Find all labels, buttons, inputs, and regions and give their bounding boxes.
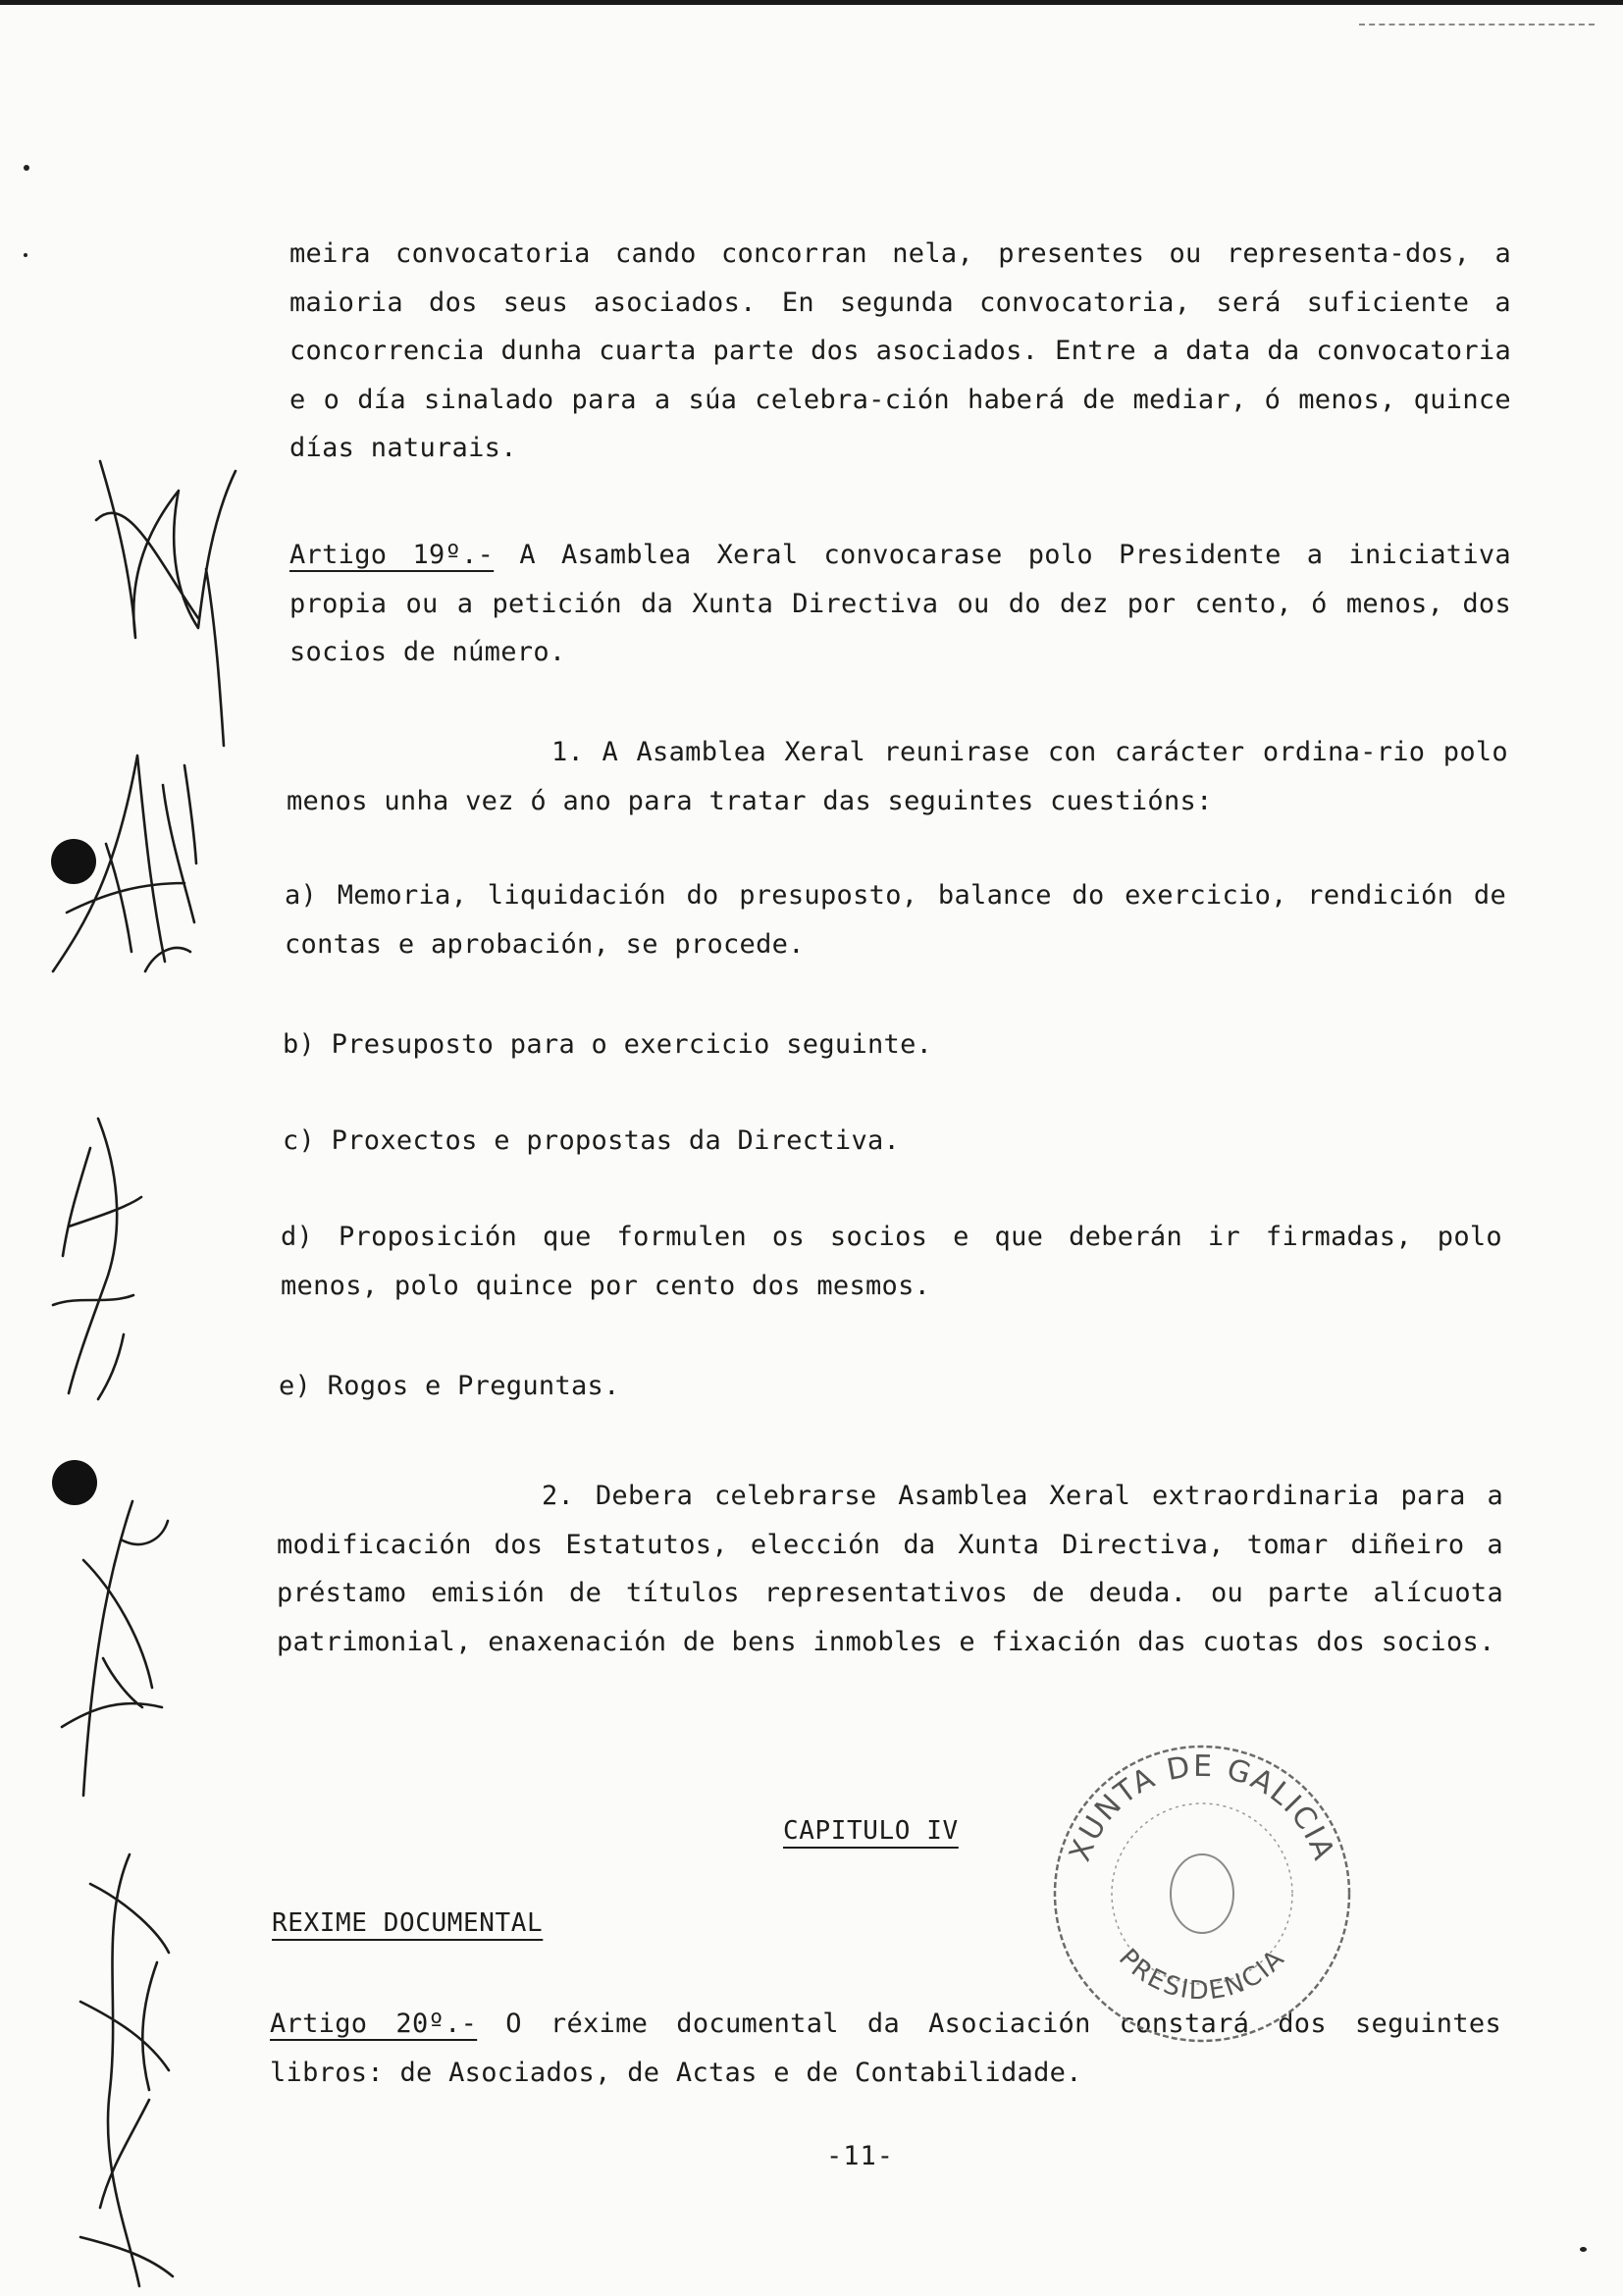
punch-hole	[51, 839, 96, 884]
scan-speck	[1580, 2247, 1587, 2252]
scan-speck	[24, 253, 27, 257]
header-rule	[1359, 24, 1595, 26]
article-20-label: Artigo 20º.-	[270, 2009, 478, 2039]
seal-top-text: XUNTA DE GALICIA	[1063, 1748, 1341, 1866]
signature-4	[54, 1482, 172, 1805]
signature-3	[39, 1109, 147, 1403]
svg-text:XUNTA DE GALICIA	[1063, 1749, 1341, 1866]
article-19-text: A Asamblea Xeral convocarase polo Presidente a iniciativa propia ou a petición da Xunta Directiva ou do dez por cento, ó menos, dos socios de número.	[289, 540, 1511, 667]
section-title: REXIME DOCUMENTAL	[272, 1908, 544, 1938]
clause-1: 1. A Asamblea Xeral reunirase con carácter ordina-rio polo menos unha vez ó ano para tratar das seguintes cuestións:	[287, 737, 1508, 816]
official-seal	[1045, 1737, 1359, 2051]
scan-speck	[24, 165, 29, 171]
list-item-a: a) Memoria, liquidación do presuposto, balance do exercicio, rendición de contas e aprobación, se procede.	[285, 880, 1506, 960]
article-19-label: Artigo 19º.-	[289, 540, 495, 570]
clause-2: 2. Debera celebrarse Asamblea Xeral extraordinaria para a modificación dos Estatutos, elección da Xunta Directiva, tomar diñeiro a préstamo emisión de títulos representativos de deuda. ou parte alícuota patrimonial, enaxenación de bens inmobles e fixación das cuotas dos socios.	[277, 1481, 1503, 1657]
punch-hole	[52, 1460, 97, 1505]
seal-bottom-text: PRESIDENCIA	[1113, 1943, 1291, 2007]
list-item-e: e) Rogos e Preguntas.	[279, 1371, 620, 1401]
list-item-c: c) Proxectos e propostas da Directiva.	[283, 1125, 901, 1156]
chapter-title: CAPITULO IV	[783, 1816, 959, 1846]
list-item-b: b) Presuposto para o exercicio seguinte.	[283, 1029, 933, 1060]
article-20-text: O réxime documental da Asociación constará dos seguintes libros: de Asociados, de Actas e de Contabilidade.	[270, 2009, 1501, 2088]
scan-top-edge	[0, 0, 1623, 5]
page-number: -11-	[826, 2141, 895, 2171]
signature-5	[71, 1845, 179, 2296]
svg-text:PRESIDENCIA	[1113, 1944, 1291, 2007]
article-19	[289, 531, 1511, 677]
signature-1	[88, 432, 245, 756]
list-item-d: d) Proposición que formulen os socios e que deberán ir firmadas, polo menos, polo quince por cento dos mesmos.	[281, 1222, 1502, 1301]
intro-paragraph: meira convocatoria cando concorran nela, presentes ou representa-dos, a maioria dos seus asociados. En segunda convocatoria, será suficiente a concorrencia dunha cuarta parte dos asociados. Entre a data da convocatoria e o día sinalado para a súa celebra-ción haberá de mediar, ó menos, quince días naturais.	[289, 238, 1511, 463]
